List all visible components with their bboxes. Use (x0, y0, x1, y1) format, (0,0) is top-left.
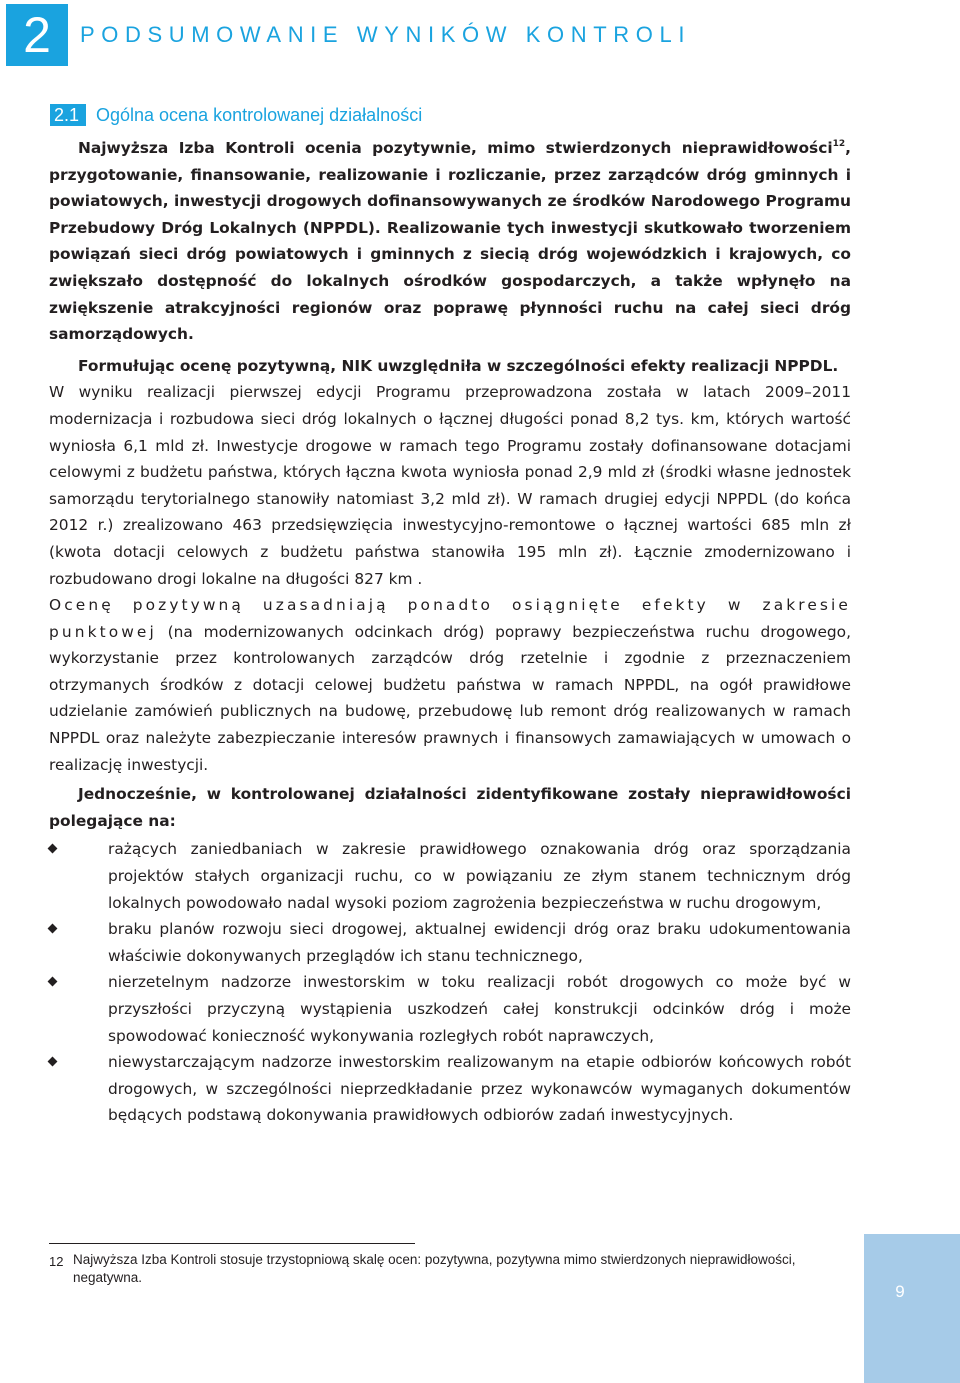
intro-text-cont: , przygotowanie, finansowanie, realizowanie i rozliczanie, przez zarządców dróg gminnych i powiatowych, inwestycji drogowych dofinansowywanych ze środków Narodowego Programu Przebudowy Dróg Lokalnych (NPPDL). (49, 139, 851, 237)
diamond-bullet-icon (48, 1057, 58, 1067)
justification-rest: (na modernizowanych odcinkach dróg) poprawy bezpieczeństwa ruchu drogowego, wykorzystanie przez kontrolowanych zarządców dróg rzetelnie i zgodnie z przeznaczeniem otrzymanych środków z dotacji celowej budżetu państwa w ramach NPPDL, na ogół prawidłowe udzielanie zamówień publicznych na budowę, przebudowę lub remont dróg realizowanych w ramach NPPDL oraz należyte zabezpieczanie interesów prawnych i finansowych zamawiających w umowach o realizację inwestycji. (49, 622, 851, 774)
diamond-bullet-icon (48, 844, 58, 854)
list-item (49, 969, 851, 1049)
intro-continuation: Realizowanie tych inwestycji skutkowało tworzeniem powiązań sieci dróg powiatowych i gminnych z siecią dróg wojewódzkich i krajowych, co zwiększało dostępność do lokalnych ośrodków gospodarczych, a także wpłynęło na zwiększenie atrakcyjności regionów oraz poprawę płynności ruchu na całej sieci dróg samorządowych. (49, 218, 851, 344)
list-item-text: nierzetelnym nadzorze inwestorskim w toku realizacji robót drogowych co może być w przyszłości przyczyną wystąpienia uszkodzeń całej konstrukcji odcinków dróg i może spowodować konieczność wykonywania rozległych robót naprawczych, (108, 973, 851, 1045)
intro-paragraph (49, 135, 851, 348)
page-number: 9 (895, 1282, 905, 1301)
footnote-text: Najwyższa Izba Kontroli stosuje trzystopniową skalę ocen: pozytywna, pozytywna mimo stwierdzonych nieprawidłowości, negatywna. (73, 1252, 796, 1285)
page-number-box (864, 1234, 960, 1383)
formulating-statement: Formułując ocenę pozytywną, NIK uwzględniła w szczególności efekty realizacji NPPDL. (78, 356, 839, 375)
list-item-text: braku planów rozwoju sieci drogowej, aktualnej ewidencji dróg oraz braku udokumentowania właściwie dokonywanych przeglądów ich stanu technicznego, (108, 920, 851, 965)
irregularities-heading: Jednocześnie, w kontrolowanej działalności zidentyfikowane zostały nieprawidłowości polegające na: (49, 785, 851, 830)
main-content (49, 135, 851, 1129)
footnote-divider (49, 1243, 415, 1244)
diamond-bullet-icon (48, 924, 58, 934)
list-item (49, 916, 851, 969)
results-paragraph: W wyniku realizacji pierwszej edycji Programu przeprowadzona została w latach 2009–2011 modernizacja i rozbudowa sieci dróg lokalnych o łącznej długości ponad 8,2 tys. km, których wartość wyniosła 6,1 mld zł. Inwestycje drogowe w ramach tego Programu zostały dofinansowane dotacjami celowymi z budżetu państwa, których łączna kwota wyniosła ponad 2,9 mld zł (środki własne jednostek samorządu terytorialnego stanowiły natomiast 3,2 mld zł). W ramach drugiej edycji NPPDL (do końca 2012 r.) zrealizowano 463 przedsięwzięcia inwestycyjno-remontowe o łącznej wartości 685 mln zł (kwota dotacji celowych z budżetu państwa stanowiła 195 mln zł). Łącznie zmodernizowano i rozbudowano drogi lokalne na długości 827 km . (49, 383, 851, 588)
chapter-number-box: 2 (6, 4, 68, 66)
section-title: Ogólna ocena kontrolowanej działalności (96, 105, 423, 125)
irregularities-list (49, 836, 851, 1129)
section-number: 2.1 (50, 104, 86, 126)
footnote-number: 12 (49, 1254, 64, 1269)
justification-paragraph (49, 592, 851, 778)
list-item-text: rażących zaniedbaniach w zakresie prawidłowego oznakowania dróg oraz sporządzania projektów stałych organizacji ruchu, co w powiązaniu ze złym stanem technicznym dróg lokalnych powodowało nadal wysoki poziom zagrożenia bezpieczeństwa w ruchu drogowym, (108, 840, 851, 912)
list-item (49, 836, 851, 916)
footnote-ref[interactable]: 12 (832, 139, 846, 149)
list-item (49, 1049, 851, 1129)
diamond-bullet-icon (48, 977, 58, 987)
list-item-text: niewystarczającym nadzorze inwestorskim realizowanym na etapie odbiorów końcowych robót drogowych, w szczególności nieprzedkładanie przez wykonawców wymaganych dokumentów będących podstawą dokonywania prawidłowych odbiorów zadań inwestycyjnych. (108, 1053, 851, 1125)
chapter-title: PODSUMOWANIE WYNIKÓW KONTROLI (80, 22, 692, 47)
intro-text: Najwyższa Izba Kontroli ocenia pozytywnie, mimo stwierdzonych nieprawidłowości (78, 139, 833, 157)
justification-lead: Ocenę pozytywną uzasadniają ponadto osiągnięte efekty w zakresie punktowej (49, 596, 851, 641)
